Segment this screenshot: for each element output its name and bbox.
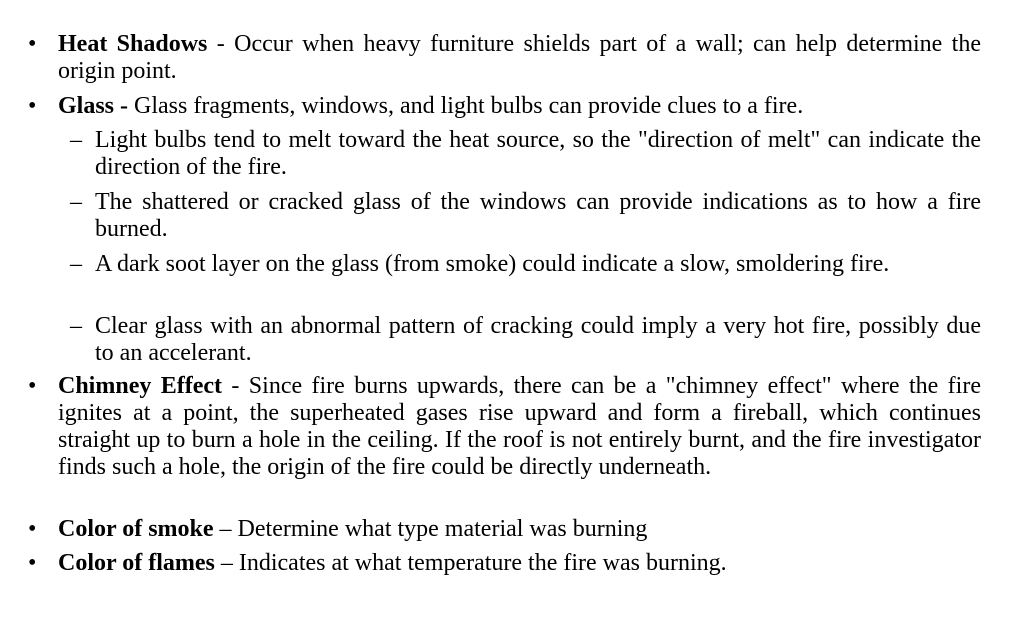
bullet-text: – Determine what type material was burning bbox=[213, 516, 648, 542]
bullet-marker: • bbox=[28, 516, 37, 542]
bullet-text: Glass fragments, windows, and light bulbs can provide clues to a fire. bbox=[128, 93, 804, 119]
bullet-term: Color of flames bbox=[58, 550, 215, 576]
bullet-item-chimney-effect bbox=[58, 373, 981, 481]
sub-item-shattered-glass: The shattered or cracked glass of the windows can provide indications as to how a fire burned. bbox=[95, 189, 981, 242]
bullet-marker: • bbox=[28, 550, 37, 576]
bullet-text: - Since fire burns upwards, there can be a "chimney effect" where the fire ignites at a point, the superheated gases rise upward and form a fireball, which continues straight up to burn a hole in the ceiling. If the roof is not entirely burnt, and the fire investigator finds such a hole, the origin of the fire could be directly underneath. bbox=[58, 373, 981, 480]
bullet-term: Heat Shadows bbox=[58, 31, 208, 57]
sub-bullet-marker: – bbox=[70, 189, 82, 215]
bullet-item-color-of-smoke bbox=[58, 516, 981, 543]
bullet-marker: • bbox=[28, 31, 37, 57]
bullet-text: – Indicates at what temperature the fire was burning. bbox=[214, 550, 727, 576]
sub-item-clear-glass: Clear glass with an abnormal pattern of cracking could imply a very hot fire, possibly due to an accelerant. bbox=[95, 313, 981, 366]
sub-bullet-marker: – bbox=[70, 313, 82, 339]
bullet-term: Glass - bbox=[58, 93, 129, 119]
bullet-text: - Occur when heavy furniture shields part of a wall; can help determine the origin point. bbox=[58, 31, 981, 84]
bullet-term: Chimney Effect bbox=[58, 373, 223, 399]
sub-bullet-marker: – bbox=[70, 251, 82, 277]
bullet-marker: • bbox=[28, 93, 37, 119]
bullet-item-color-of-flames bbox=[58, 550, 981, 577]
sub-bullet-marker: – bbox=[70, 127, 82, 153]
bullet-term: Color of smoke bbox=[58, 516, 214, 542]
bullet-item-glass bbox=[58, 93, 981, 120]
bullet-item-heat-shadows bbox=[58, 31, 981, 85]
sub-item-soot-layer: A dark soot layer on the glass (from smoke) could indicate a slow, smoldering fire. bbox=[95, 251, 890, 277]
bullet-marker: • bbox=[28, 373, 37, 399]
sub-item-light-bulbs: Light bulbs tend to melt toward the heat source, so the "direction of melt" can indicate the direction of the fire. bbox=[95, 127, 981, 180]
